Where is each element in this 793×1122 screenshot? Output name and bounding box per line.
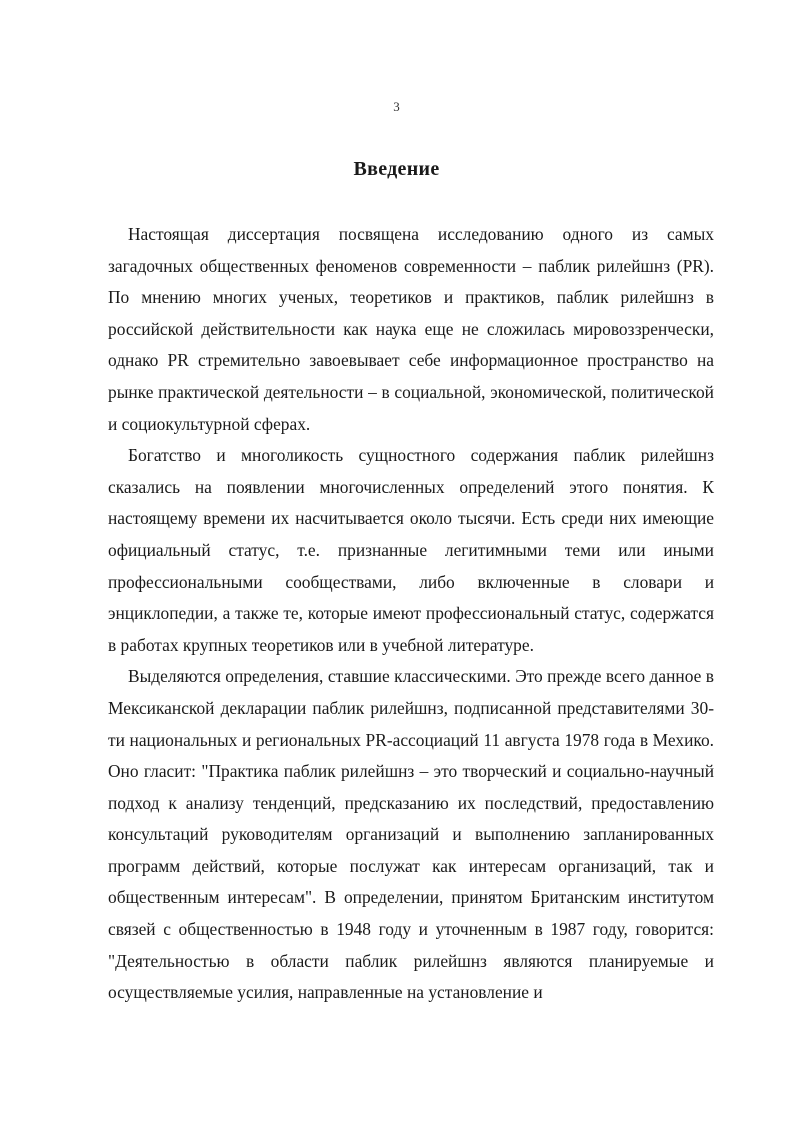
page-number: 3 — [393, 99, 400, 114]
page-title: Введение — [353, 158, 440, 180]
paragraph-3: Выделяются определения, ставшие классическими. Это прежде всего данное в Мексиканской декларации паблик рилейшнз, подписанной представителями 30-ти национальных и региональных PR-ассоциаций 11 августа 1978 года в Мехико. Оно гласит: "Практика паблик рилейшнз – это творческий и социально-научный подход к анализу тенденций, предсказанию их последствий, предоставлению консультаций руководителям организаций и выполнению запланированных программ действий, которые послужат как интересам организаций, так и общественным интересам". В определении, принятом Британским институтом связей с общественностью в 1948 году и уточненным в 1987 году, говорится: "Деятельностью в области паблик рилейшнз являются планируемые и осуществляемые усилия, направленные на установление и — [108, 666, 714, 1003]
paragraph-2: Богатство и многоликость сущностного содержания паблик рилейшнз сказались на появлении многочисленных определений этого понятия. К настоящему времени их насчитывается около тысячи. Есть среди них имеющие официальный статус, т.е. признанные легитимными теми или иными профессиональными сообществами, либо включенные в словари и энциклопедии, а также те, которые имеют профессиональный статус, содержатся в работах крупных теоретиков или в учебной литературе. — [108, 445, 714, 655]
paragraph-1: Настоящая диссертация посвящена исследованию одного из самых загадочных общественных феноменов современности – паблик рилейшнз (PR). По мнению многих ученых, теоретиков и практиков, паблик рилейшнз в российской действительности как наука еще не сложилась мировоззренчески, однако PR стремительно завоевывает себе информационное пространство на рынке практической деятельности – в социальной, экономической, политической и социокультурной сферах. — [108, 224, 714, 434]
body-text — [108, 219, 714, 1009]
